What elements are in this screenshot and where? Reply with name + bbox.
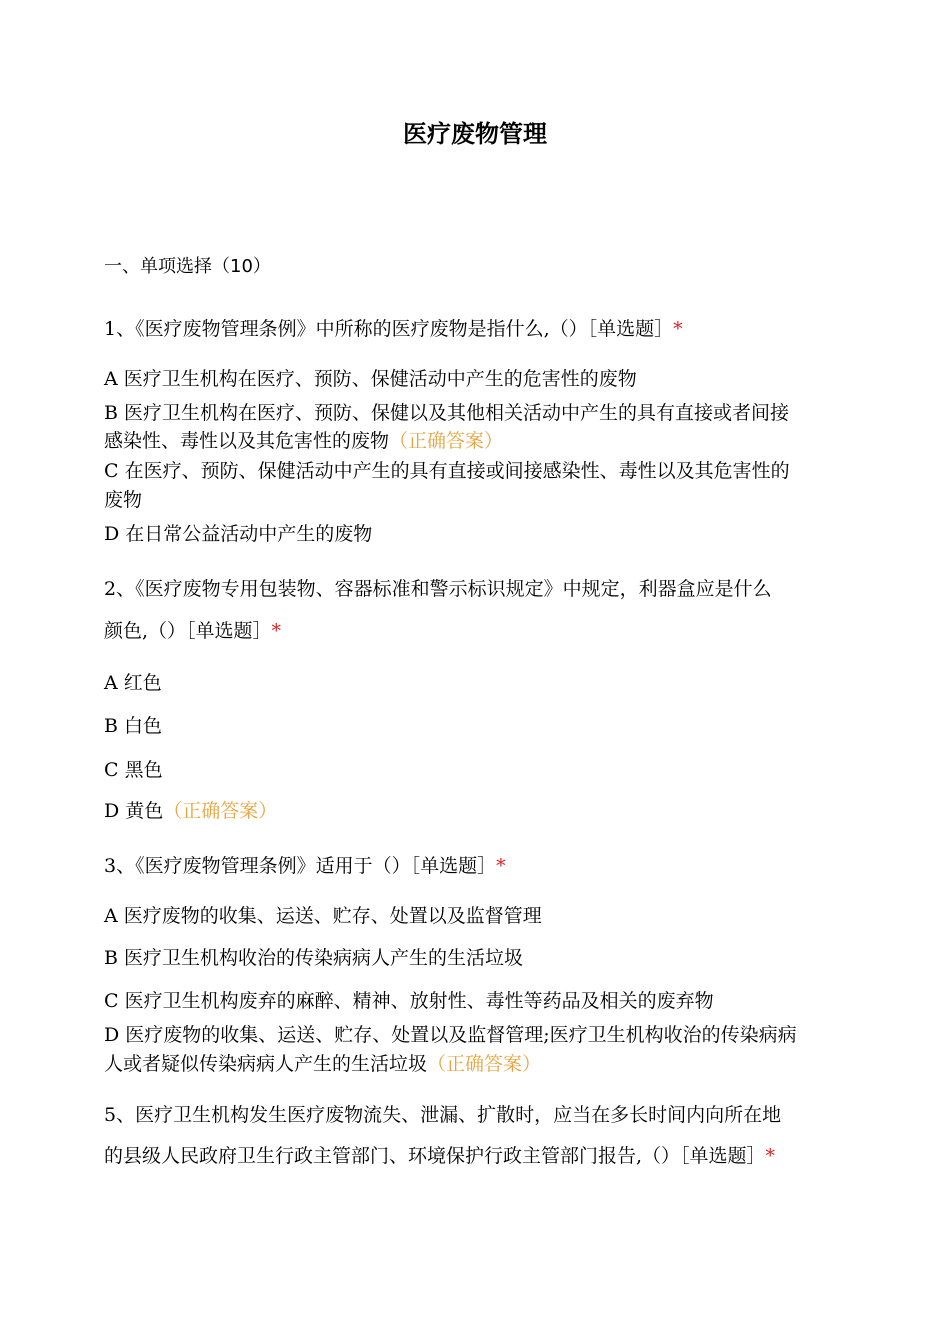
page-title: 医疗废物管理 (403, 120, 547, 148)
question-2-line1 (104, 575, 844, 603)
option-2d (104, 797, 844, 825)
question-number: 1、 (104, 318, 136, 340)
correct-answer-label: （正确答案） (163, 800, 278, 822)
question-number: 3、 (104, 855, 136, 877)
correct-answer-label: （正确答案） (389, 430, 504, 452)
option-3a: A 医疗废物的收集、运送、贮存、处置以及监督管理 (104, 905, 542, 927)
option-2c: C 黑色 (104, 759, 163, 781)
option-text: D 黄色 (104, 800, 164, 822)
option-1c-line2: 废物 (104, 489, 143, 511)
required-mark: * (673, 318, 683, 340)
option-1a: A 医疗卫生机构在医疗、预防、保健活动中产生的危害性的废物 (104, 368, 637, 390)
question-text: 《医疗废物管理条例》中所称的医疗废物是指什么,（）［单选题］ (135, 318, 674, 340)
option-1b-line2 (104, 427, 844, 455)
required-mark: * (765, 1145, 776, 1167)
option-2a: A 红色 (104, 672, 162, 694)
option-3d-line1: D 医疗废物的收集、运送、贮存、处置以及监督管理;医疗卫生机构收治的传染病病 (104, 1024, 797, 1046)
question-text: 颜色,（）［单选题］ (104, 620, 272, 642)
option-2b: B 白色 (104, 715, 163, 737)
question-number: 2、 (104, 578, 136, 600)
option-3c: C 医疗卫生机构废弃的麻醉、精神、放射性、毒性等药品及相关的废弃物 (104, 990, 714, 1012)
option-1b-line1: B 医疗卫生机构在医疗、预防、保健以及其他相关活动中产生的具有直接或者间接 (104, 402, 790, 424)
question-text: 医疗卫生机构发生医疗废物流失、泄漏、扩散时，应当在多长时间内向所在地 (135, 1104, 782, 1126)
question-text: 的县级人民政府卫生行政主管部门、环境保护行政主管部门报告,（）［单选题］ (104, 1145, 766, 1167)
question-2-line2 (104, 617, 844, 645)
option-1c-line1: C 在医疗、预防、保健活动中产生的具有直接或间接感染性、毒性以及其危害性的 (104, 460, 790, 482)
required-mark: * (271, 620, 282, 642)
option-text: 人或者疑似传染病病人产生的生活垃圾 (104, 1053, 428, 1075)
option-1d: D 在日常公益活动中产生的废物 (104, 523, 373, 545)
question-5-line1 (104, 1101, 844, 1129)
question-text: 《医疗废物专用包装物、容器标准和警示标识规定》中规定，利器盒应是什么 (135, 578, 772, 600)
option-3d-line2 (104, 1050, 844, 1078)
question-number: 5、 (104, 1104, 136, 1126)
question-1 (104, 315, 844, 343)
required-mark: * (496, 855, 506, 877)
question-3 (104, 852, 844, 880)
question-text: 《医疗废物管理条例》适用于（）［单选题］ (135, 855, 497, 877)
section-heading: 一、单项选择（10） (104, 256, 271, 277)
option-text: 感染性、毒性以及其危害性的废物 (104, 430, 390, 452)
option-3b: B 医疗卫生机构收治的传染病病人产生的生活垃圾 (104, 947, 524, 969)
correct-answer-label: （正确答案） (427, 1053, 542, 1075)
question-5-line2 (104, 1142, 844, 1170)
